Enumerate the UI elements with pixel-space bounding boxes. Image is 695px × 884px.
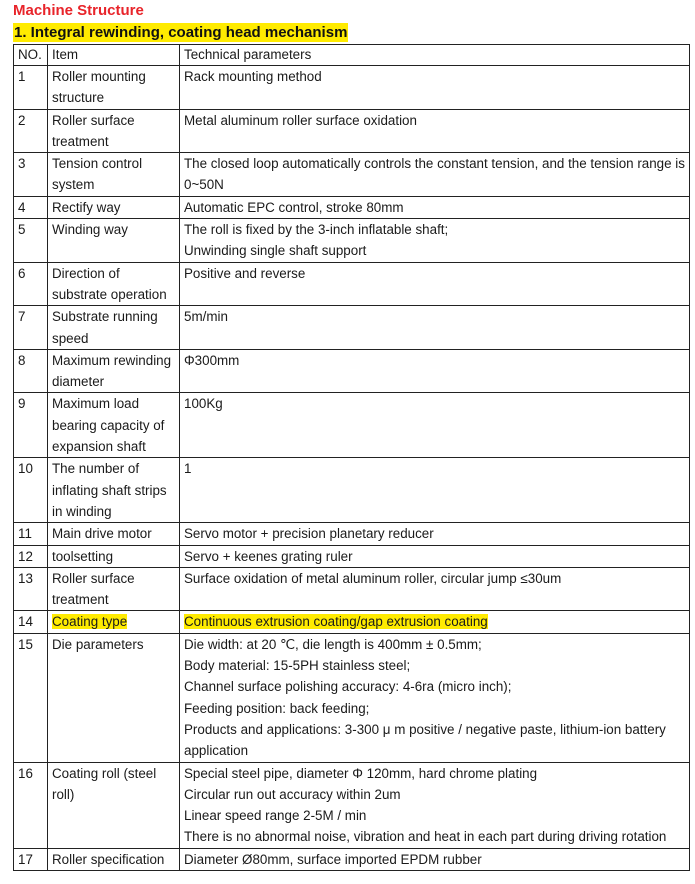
param-text: 5m/min [184, 309, 228, 325]
param-text: There is no abnormal noise, vibration and heat in each part during driving rotation [184, 829, 667, 845]
param-text: Surface oxidation of metal aluminum roller, circular jump ≤30um [184, 570, 562, 586]
row-number: 14 [14, 611, 48, 633]
row-number: 7 [14, 306, 48, 350]
param-line [184, 849, 685, 870]
row-item-text: Maximum load bearing capacity of expansion shaft [52, 396, 165, 455]
param-text: Servo motor + precision planetary reducer [184, 526, 434, 542]
row-item [48, 848, 180, 870]
table-row [14, 349, 690, 393]
row-item [48, 196, 180, 218]
param-line [184, 393, 685, 414]
param-line [184, 655, 685, 676]
table-row [14, 393, 690, 458]
row-item-text: Roller surface treatment [52, 570, 135, 608]
param-line [184, 546, 685, 567]
row-params [180, 109, 690, 153]
row-number: 6 [14, 262, 48, 306]
row-params [180, 458, 690, 523]
row-item-text: Roller surface treatment [52, 112, 135, 149]
table-row [14, 306, 690, 350]
param-text: Unwinding single shaft support [184, 243, 367, 259]
row-params [180, 611, 690, 633]
param-text: Linear speed range 2-5M / min [184, 808, 367, 824]
param-text: Channel surface polishing accuracy: 4-6ra (micro inch); [184, 679, 512, 695]
row-item [48, 633, 180, 762]
row-params [180, 633, 690, 762]
row-item-text: toolsetting [52, 548, 114, 564]
row-item [48, 219, 180, 263]
param-line [184, 805, 685, 826]
row-item [48, 109, 180, 153]
row-item-text: Tension control system [52, 156, 143, 193]
row-number: 9 [14, 393, 48, 458]
table-row [14, 611, 690, 633]
param-text: Feeding position: back feeding; [184, 700, 370, 716]
row-item-text: Main drive motor [52, 526, 152, 542]
row-item-text: Roller specification [52, 851, 165, 867]
param-text: Φ300mm [184, 352, 240, 368]
param-line [184, 698, 685, 719]
row-number: 3 [14, 153, 48, 197]
row-item [48, 262, 180, 306]
row-number: 15 [14, 633, 48, 762]
row-item [48, 611, 180, 633]
row-params [180, 196, 690, 218]
param-text: 1 [184, 461, 192, 477]
param-text: Diameter Ø80mm, surface imported EPDM rubber [184, 851, 482, 867]
row-params [180, 153, 690, 197]
row-number: 1 [14, 66, 48, 110]
param-text: Body material: 15-5PH stainless steel; [184, 658, 411, 674]
param-line [184, 240, 685, 261]
param-line [184, 153, 685, 196]
row-item-text: Winding way [52, 222, 128, 238]
param-line [184, 763, 685, 784]
row-number: 5 [14, 219, 48, 263]
page-title: Machine Structure [13, 2, 144, 19]
table-row [14, 458, 690, 523]
spec-table [13, 44, 690, 871]
row-item-text: Maximum rewinding diameter [52, 352, 172, 390]
row-number: 16 [14, 762, 48, 848]
table-row [14, 153, 690, 197]
table-row [14, 109, 690, 153]
table-header-row [14, 45, 690, 66]
row-number: 12 [14, 545, 48, 567]
row-item [48, 762, 180, 848]
row-item [48, 545, 180, 567]
row-params [180, 306, 690, 350]
row-item-text: Coating type [52, 614, 128, 630]
row-params [180, 219, 690, 263]
header-params: Technical parameters [180, 45, 690, 66]
table-body [14, 66, 690, 871]
param-text: Positive and reverse [184, 265, 306, 281]
table-row [14, 848, 690, 870]
header-item: Item [48, 45, 180, 66]
row-item [48, 349, 180, 393]
row-item [48, 567, 180, 611]
table-row [14, 633, 690, 762]
row-params [180, 848, 690, 870]
param-line [184, 306, 685, 327]
param-line [184, 219, 685, 240]
param-text: Rack mounting method [184, 69, 322, 84]
param-text: 100Kg [184, 396, 223, 412]
param-line [184, 634, 685, 655]
row-item-text: Die parameters [52, 636, 144, 652]
table-row [14, 66, 690, 110]
param-line [184, 197, 685, 218]
row-params [180, 523, 690, 545]
param-line [184, 611, 685, 632]
param-text: Die width: at 20 ℃, die length is 400mm ± 0.5mm; [184, 636, 482, 652]
row-params [180, 349, 690, 393]
param-line [184, 719, 685, 762]
row-number: 2 [14, 109, 48, 153]
param-text: Circular run out accuracy within 2um [184, 786, 401, 802]
row-item [48, 153, 180, 197]
row-params [180, 567, 690, 611]
row-item [48, 306, 180, 350]
table-row [14, 567, 690, 611]
row-number: 10 [14, 458, 48, 523]
row-item-text: Direction of substrate operation [52, 265, 167, 302]
row-number: 13 [14, 567, 48, 611]
param-line [184, 784, 685, 805]
param-line [184, 676, 685, 697]
row-number: 8 [14, 349, 48, 393]
row-params [180, 66, 690, 110]
row-item-text: Rectify way [52, 199, 121, 215]
param-line [184, 568, 685, 589]
param-text: Products and applications: 3-300 μ m positive / negative paste, lithium-ion battery application [184, 721, 666, 759]
header-no: NO. [14, 45, 48, 66]
row-item [48, 523, 180, 545]
param-line [184, 110, 685, 131]
row-item-text: Coating roll (steel roll) [52, 765, 157, 802]
section-title: 1. Integral rewinding, coating head mechanism [14, 24, 348, 41]
row-number: 4 [14, 196, 48, 218]
row-number: 17 [14, 848, 48, 870]
row-item-text: Substrate running speed [52, 309, 158, 346]
row-item-text: The number of inflating shaft strips in winding [52, 461, 167, 519]
table-row [14, 219, 690, 263]
param-text: Special steel pipe, diameter Φ 120mm, hard chrome plating [184, 765, 538, 781]
row-item-text: Roller mounting structure [52, 69, 146, 106]
table-row [14, 262, 690, 306]
row-number: 11 [14, 523, 48, 545]
param-text: Continuous extrusion coating/gap extrusion coating [184, 614, 488, 630]
param-text: The closed loop automatically controls the constant tension, and the tension range is 0~50N [184, 156, 685, 193]
row-params [180, 545, 690, 567]
row-item [48, 393, 180, 458]
table-row [14, 196, 690, 218]
param-line [184, 66, 685, 87]
table-row [14, 762, 690, 848]
row-item [48, 458, 180, 523]
row-params [180, 262, 690, 306]
param-text: Servo + keenes grating ruler [184, 548, 353, 564]
table-row [14, 545, 690, 567]
param-text: The roll is fixed by the 3-inch inflatable shaft; [184, 222, 449, 238]
param-line [184, 523, 685, 544]
row-params [180, 393, 690, 458]
table-row [14, 523, 690, 545]
row-params [180, 762, 690, 848]
param-text: Automatic EPC control, stroke 80mm [184, 199, 404, 215]
param-text: Metal aluminum roller surface oxidation [184, 112, 417, 128]
param-line [184, 263, 685, 284]
param-line [184, 826, 685, 847]
param-line [184, 350, 685, 371]
row-item [48, 66, 180, 110]
param-line [184, 458, 685, 479]
